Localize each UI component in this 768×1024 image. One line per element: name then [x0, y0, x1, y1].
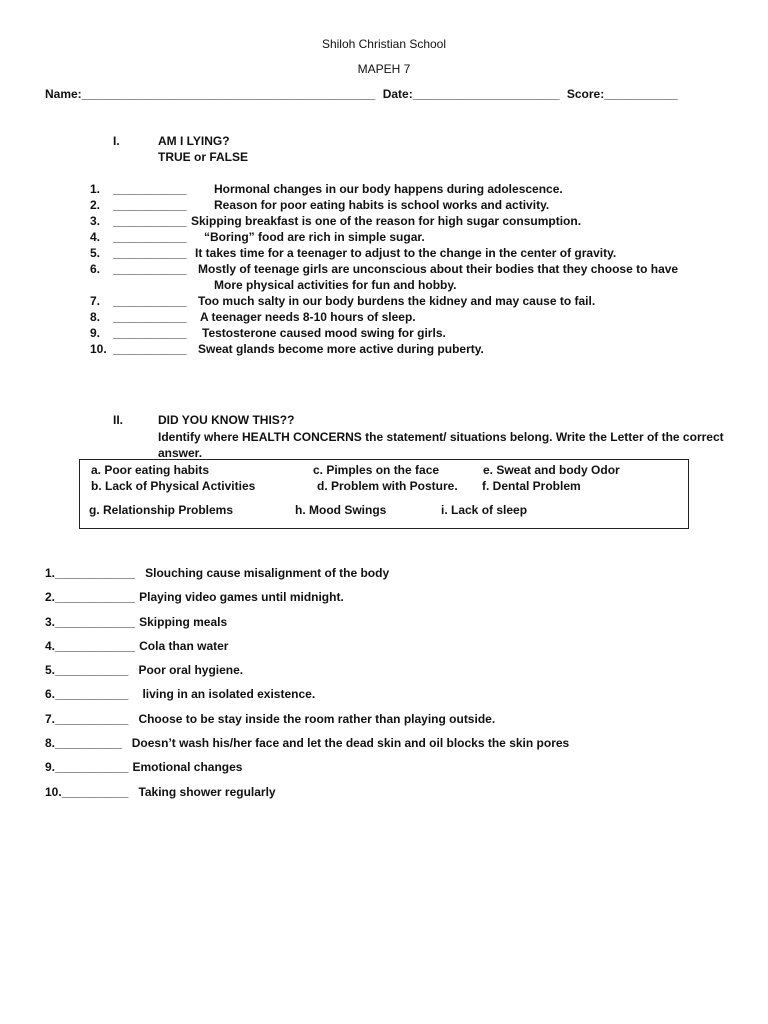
item-number: 9. — [45, 760, 56, 775]
list-item — [90, 309, 750, 325]
score-label: Score: — [566, 87, 605, 101]
item-number: 1. — [90, 182, 101, 196]
list-item — [90, 261, 750, 277]
item-statement: Testosterone caused mood swing for girls. — [202, 326, 446, 340]
item-number: 8. — [90, 310, 101, 324]
section-2-title: DID YOU KNOW THIS?? — [158, 413, 295, 427]
date-field[interactable]: ______________________ — [412, 87, 560, 101]
answer-blank[interactable]: __________ — [61, 784, 129, 799]
item-statement: Playing video games until midnight. — [139, 590, 344, 605]
item-number: 8. — [45, 736, 56, 751]
item-statement: Hormonal changes in our body happens during adolescence. — [214, 182, 563, 196]
section-1-subtitle: TRUE or FALSE — [158, 150, 249, 164]
list-item — [45, 589, 705, 613]
answer-blank[interactable]: ____________ — [55, 638, 136, 653]
item-statement: Poor oral hygiene. — [138, 663, 244, 678]
section-1-title: AM I LYING? — [158, 134, 230, 148]
list-item — [90, 325, 750, 341]
name-field[interactable]: ____________________________________________ — [81, 87, 376, 101]
item-number: 9. — [90, 326, 101, 340]
item-statement: Reason for poor eating habits is school works and activity. — [214, 198, 550, 212]
answer-blank[interactable]: ___________ — [113, 230, 187, 244]
item-statement: Cola than water — [139, 638, 229, 653]
item-statement: Doesn’t wash his/her face and let the dead skin and oil blocks the skin pores — [131, 736, 570, 751]
item-number: 3. — [45, 614, 56, 629]
student-info-row — [45, 87, 745, 101]
item-number: 3. — [90, 214, 101, 228]
list-item — [45, 565, 705, 589]
item-statement: Slouching cause misalignment of the body — [145, 566, 390, 580]
identification-list — [45, 565, 705, 808]
choice-c: c. Pimples on the face — [313, 463, 440, 477]
item-number: 6. — [45, 687, 56, 702]
date-label: Date: — [382, 87, 413, 101]
choice-g: g. Relationship Problems — [89, 503, 234, 517]
section-2-number: II. — [113, 413, 124, 427]
list-item — [45, 759, 705, 783]
item-number: 10. — [90, 342, 107, 356]
item-number: 5. — [45, 663, 56, 678]
answer-blank[interactable]: ___________ — [55, 663, 129, 678]
section-2-instructions: Identify where HEALTH CONCERNS the statement/ situations belong. Write the Letter of the correct answer. — [158, 430, 724, 460]
list-item — [90, 213, 750, 229]
true-false-list — [90, 181, 750, 357]
item-statement: living in an isolated existence. — [142, 687, 316, 702]
subject-title: MAPEH 7 — [357, 62, 411, 76]
item-number: 10. — [45, 784, 62, 799]
item-number: 7. — [45, 711, 56, 726]
item-statement: A teenager needs 8-10 hours of sleep. — [200, 310, 416, 324]
answer-blank[interactable]: ___________ — [113, 310, 187, 324]
answer-blank[interactable]: ____________ — [55, 590, 136, 605]
choice-h: h. Mood Swings — [295, 503, 387, 517]
item-number: 7. — [90, 294, 101, 308]
answer-blank[interactable]: ___________ — [55, 687, 129, 702]
choice-a: a. Poor eating habits — [91, 463, 210, 477]
choice-b: b. Lack of Physical Activities — [91, 479, 256, 493]
answer-blank[interactable]: ___________ — [113, 262, 187, 276]
item-number: 6. — [90, 262, 101, 276]
item-statement: Emotional changes — [132, 760, 243, 775]
choice-f: f. Dental Problem — [482, 479, 581, 493]
item-statement: Skipping meals — [139, 614, 228, 629]
item-number: 4. — [90, 230, 101, 244]
list-item — [45, 638, 705, 662]
item-statement-continued: More physical activities for fun and hobby. — [214, 278, 457, 292]
list-item — [45, 614, 705, 638]
answer-blank[interactable]: ___________ — [113, 326, 187, 340]
choices-box — [79, 459, 689, 529]
item-statement: It takes time for a teenager to adjust to the change in the center of gravity. — [195, 246, 617, 260]
answer-blank[interactable]: ___________ — [113, 246, 187, 260]
item-statement: Too much salty in our body burdens the kidney and may cause to fail. — [198, 294, 596, 308]
item-number: 4. — [45, 638, 56, 653]
section-1-number: I. — [113, 134, 120, 148]
item-statement: “Boring” food are rich in simple sugar. — [204, 230, 425, 244]
answer-blank[interactable]: ____________ — [55, 566, 136, 580]
list-item — [90, 181, 750, 197]
score-field[interactable]: ___________ — [604, 87, 678, 101]
list-item — [90, 197, 750, 213]
answer-blank[interactable]: ___________ — [113, 342, 187, 356]
answer-blank[interactable]: ___________ — [113, 214, 187, 228]
item-statement: Mostly of teenage girls are unconscious about their bodies that they choose to have — [198, 262, 679, 276]
item-statement: Sweat glands become more active during puberty. — [198, 342, 484, 356]
answer-blank[interactable]: ___________ — [55, 711, 129, 726]
item-number: 2. — [90, 198, 101, 212]
list-item — [90, 245, 750, 261]
choice-d: d. Problem with Posture. — [317, 479, 458, 493]
name-label: Name: — [45, 87, 82, 101]
list-item — [90, 229, 750, 245]
item-statement: Taking shower regularly — [138, 784, 276, 799]
item-statement: Skipping breakfast is one of the reason for high sugar consumption. — [191, 214, 582, 228]
list-item — [90, 341, 750, 357]
item-statement: Choose to be stay inside the room rather than playing outside. — [138, 711, 496, 726]
list-item — [45, 784, 705, 808]
item-number: 5. — [90, 246, 101, 260]
list-item — [45, 735, 705, 759]
list-item — [45, 686, 705, 710]
item-number: 2. — [45, 590, 56, 605]
choice-i: i. Lack of sleep — [441, 503, 528, 517]
answer-blank[interactable]: __________ — [55, 736, 122, 751]
school-name: Shiloh Christian School — [321, 37, 447, 51]
answer-blank[interactable]: ___________ — [113, 182, 187, 196]
list-item — [45, 711, 705, 735]
choice-e: e. Sweat and body Odor — [483, 463, 620, 477]
item-number: 1. — [45, 566, 56, 580]
answer-blank[interactable]: ____________ — [55, 614, 136, 629]
list-item — [45, 662, 705, 686]
answer-blank[interactable]: ___________ — [113, 198, 187, 212]
list-item — [90, 293, 750, 309]
answer-blank[interactable]: ___________ — [113, 294, 187, 308]
answer-blank[interactable]: ___________ — [55, 760, 129, 775]
